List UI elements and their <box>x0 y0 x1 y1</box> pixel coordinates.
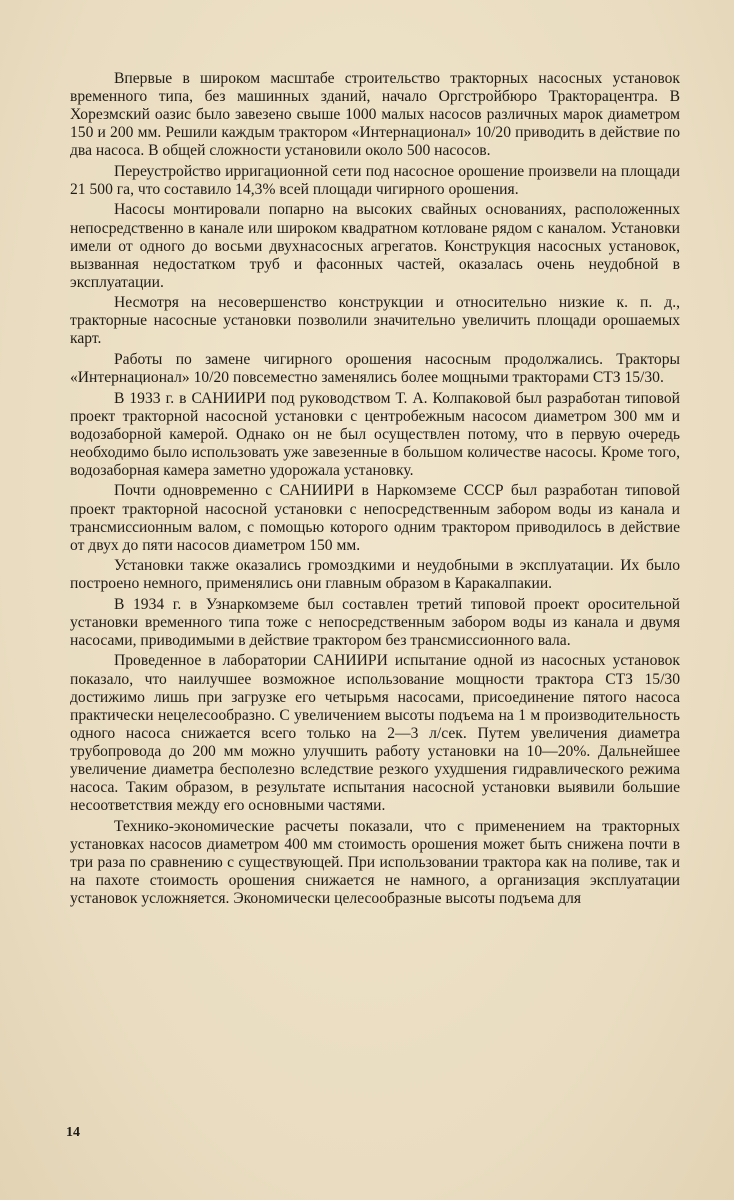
paragraph: Почти одновременно с САНИИРИ в Наркомземе СССР был разработан типовой проект тракторной насосной установки с непосредственным забором воды из канала и трансмиссионным валом, с помощью которого одним трактором приводилось в действие от двух до пяти насосов диаметром 150 мм. <box>70 482 680 554</box>
paragraph: Установки также оказались громоздкими и неудобными в эксплуатации. Их было построено немного, применялись они главным образом в Каракалпакии. <box>70 557 680 593</box>
paragraph: Проведенное в лаборатории САНИИРИ испытание одной из насосных установок показало, что наилучшее возможное использование мощности трактора СТЗ 15/30 достижимо лишь при загрузке его четырьмя насосами, присоединение пятого насоса практически нецелесообразно. С увеличением высоты подъема на 1 м производительность одного насоса снижается всего только на 2—3 л/сек. Путем увеличения диаметра трубопровода до 200 мм можно улучшить работу установки на 10—20%. Дальнейшее увеличение диаметра бесполезно вследствие резкого ухудшения гидравлического режима насоса. Таким образом, в результате испытания насосной установки выявили большие несоответствия между его основными частями. <box>70 652 680 815</box>
paragraph: В 1933 г. в САНИИРИ под руководством Т. А. Колпаковой был разработан типовой проект тракторной насосной установки с центробежным насосом диаметром 300 мм и водозаборной камерой. Однако он не был осуществлен потому, что в первую очередь необходимо было использовать уже завезенные в большом количестве насосы. Кроме того, водозаборная камера заметно удорожала установку. <box>70 389 680 479</box>
page-body-text <box>70 70 680 911</box>
paragraph: Переустройство ирригационной сети под насосное орошение произвели на площади 21 500 га, что составило 14,3% всей площади чигирного орошения. <box>70 162 680 198</box>
paragraph: В 1934 г. в Узнаркомземе был составлен третий типовой проект оросительной установки временного типа тоже с непосредственным забором воды из канала и двумя насосами, приводимыми в действие трактором без трансмиссионного вала. <box>70 595 680 649</box>
paragraph: Технико-экономические расчеты показали, что с применением на тракторных установках насосов диаметром 400 мм стоимость орошения может быть снижена почти в три раза по сравнению с существующей. При использовании трактора как на поливе, так и на пахоте стоимость орошения снижается не намного, а организация эксплуатации установок усложняется. Экономически целесообразные высоты подъема для <box>70 817 680 908</box>
paragraph: Несмотря на несовершенство конструкции и относительно низкие к. п. д., тракторные насосные установки позволили значительно увеличить площади орошаемых карт. <box>70 294 680 348</box>
page-number: 14 <box>66 1125 80 1140</box>
paragraph: Работы по замене чигирного орошения насосным продолжались. Тракторы «Интернационал» 10/20 повсеместно заменялись более мощными тракторами СТЗ 15/30. <box>70 350 680 387</box>
paragraph: Насосы монтировали попарно на высоких свайных основаниях, расположенных непосредственно в канале или широком квадратном котловане рядом с каналом. Установки имели от одного до восьми двухнасосных агрегатов. Конструкция насосных установок, вызванная недостатком труб и фасонных частей, оказалась очень неудобной в эксплуатации. <box>70 201 680 291</box>
paragraph: Впервые в широком масштабе строительство тракторных насосных установок временного типа, без машинных зданий, начало Оргстройбюро Тракторацентра. В Хорезмский оазис было завезено свыше 1000 малых насосов различных марок диаметром 150 и 200 мм. Решили каждым трактором «Интернационал» 10/20 приводить в действие по два насоса. В общей сложности установили около 500 насосов. <box>70 70 680 160</box>
